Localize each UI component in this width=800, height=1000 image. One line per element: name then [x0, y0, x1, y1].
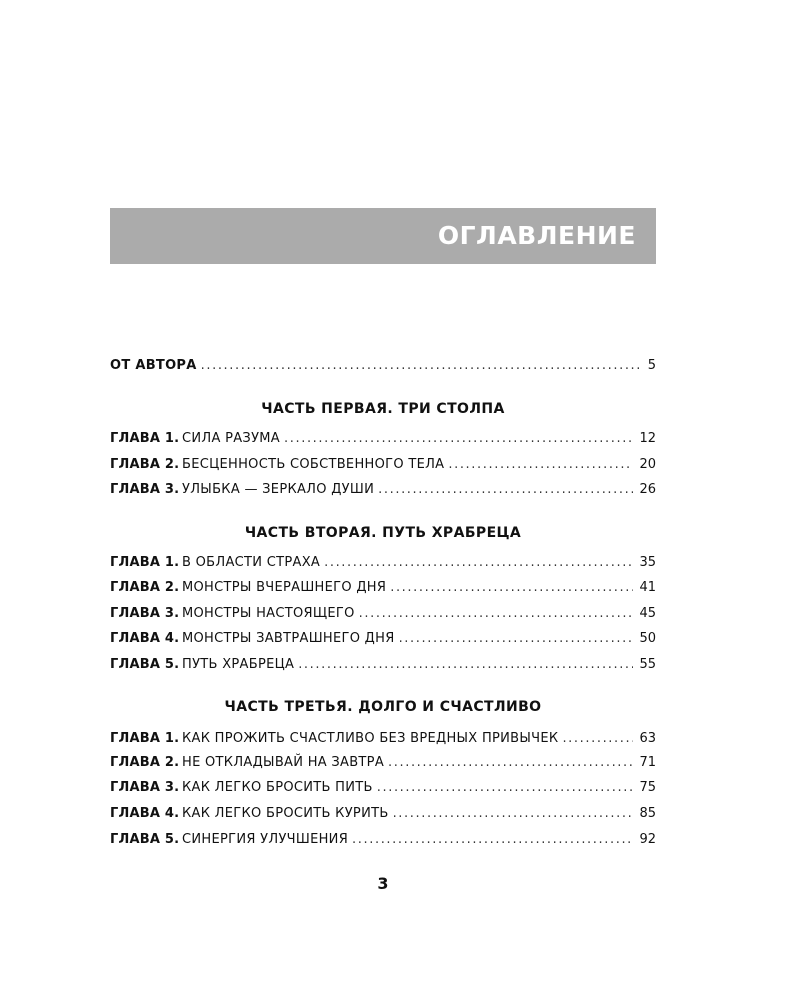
chapter-title: МОНСТРЫ ЗАВТРАШНЕГО ДНЯ [182, 631, 395, 646]
toc-entry-page: 5 [647, 358, 656, 373]
chapter-label: ГЛАВА 2. [110, 580, 180, 595]
chapter-label: ГЛАВА 3. [110, 780, 180, 795]
chapter-page: 45 [639, 606, 656, 621]
chapter-page: 55 [639, 657, 656, 672]
dot-leader [393, 803, 634, 825]
toc-entry[interactable] [110, 829, 656, 851]
chapter-label: ГЛАВА 5. [110, 832, 180, 847]
chapter-title: БЕСЦЕННОСТЬ СОБСТВЕННОГО ТЕЛА [182, 457, 445, 472]
dot-leader [377, 777, 634, 799]
dot-leader [378, 479, 633, 501]
chapter-label: ГЛАВА 1. [110, 731, 180, 746]
toc-entry[interactable] [110, 728, 656, 750]
toc-entry[interactable] [110, 628, 656, 650]
chapter-page: 26 [639, 482, 656, 497]
chapter-title: МОНСТРЫ ВЧЕРАШНЕГО ДНЯ [182, 580, 387, 595]
chapter-page: 35 [639, 555, 656, 570]
chapter-title: НЕ ОТКЛАДЫВАЙ НА ЗАВТРА [182, 755, 385, 770]
page-title: ОГЛАВЛЕНИЕ [437, 221, 636, 250]
toc-entry[interactable] [110, 777, 656, 799]
chapter-title: СИНЕРГИЯ УЛУЧШЕНИЯ [182, 832, 349, 847]
toc-entry[interactable] [110, 577, 656, 599]
toc-entry[interactable] [110, 603, 656, 625]
chapter-page: 92 [639, 832, 656, 847]
toc-entry[interactable] [110, 803, 656, 825]
chapter-label: ГЛАВА 1. [110, 431, 180, 446]
chapter-title: УЛЫБКА — ЗЕРКАЛО ДУШИ [182, 482, 375, 497]
chapter-title: МОНСТРЫ НАСТОЯЩЕГО [182, 606, 355, 621]
chapter-label: ГЛАВА 3. [110, 482, 180, 497]
chapter-page: 41 [639, 580, 656, 595]
chapter-page: 50 [639, 631, 656, 646]
toc-entry[interactable] [110, 752, 656, 774]
chapter-label: ГЛАВА 2. [110, 755, 180, 770]
dot-leader [352, 829, 633, 851]
dot-leader [284, 428, 633, 450]
toc-entry-intro[interactable] [110, 355, 656, 377]
dot-leader [399, 628, 634, 650]
toc-entry[interactable] [110, 454, 656, 476]
chapter-label: ГЛАВА 3. [110, 606, 180, 621]
toc-entry[interactable] [110, 479, 656, 501]
toc-entry[interactable] [110, 428, 656, 450]
part-title: ЧАСТЬ ПЕРВАЯ. ТРИ СТОЛПА [261, 401, 505, 417]
dot-leader [390, 577, 633, 599]
dot-leader [359, 603, 634, 625]
chapter-title: КАК ПРОЖИТЬ СЧАСТЛИВО БЕЗ ВРЕДНЫХ ПРИВЫЧЕК [182, 731, 559, 746]
part-title: ЧАСТЬ ТРЕТЬЯ. ДОЛГО И СЧАСТЛИВО [224, 699, 542, 715]
chapter-label: ГЛАВА 2. [110, 457, 180, 472]
dot-leader [324, 552, 633, 574]
chapter-label: ГЛАВА 1. [110, 555, 180, 570]
chapter-page: 71 [639, 755, 656, 770]
page-number: 3 [377, 874, 389, 893]
chapter-label: ГЛАВА 5. [110, 657, 180, 672]
dot-leader [201, 355, 642, 377]
chapter-title: ПУТЬ ХРАБРЕЦА [182, 657, 295, 672]
dot-leader [388, 752, 633, 774]
chapter-page: 85 [639, 806, 656, 821]
toc-entry[interactable] [110, 654, 656, 676]
chapter-page: 20 [639, 457, 656, 472]
chapter-title: СИЛА РАЗУМА [182, 431, 281, 446]
chapter-title: КАК ЛЕГКО БРОСИТЬ КУРИТЬ [182, 806, 389, 821]
toc-entry-title: ОТ АВТОРА [110, 358, 197, 373]
chapter-title: КАК ЛЕГКО БРОСИТЬ ПИТЬ [182, 780, 373, 795]
toc-entry[interactable] [110, 552, 656, 574]
toc-header-banner [110, 208, 656, 264]
chapter-title: В ОБЛАСТИ СТРАХА [182, 555, 321, 570]
chapter-label: ГЛАВА 4. [110, 631, 180, 646]
chapter-label: ГЛАВА 4. [110, 806, 180, 821]
dot-leader [298, 654, 633, 676]
chapter-page: 12 [639, 431, 656, 446]
chapter-page: 75 [639, 780, 656, 795]
dot-leader [562, 728, 633, 750]
dot-leader [448, 454, 633, 476]
part-title: ЧАСТЬ ВТОРАЯ. ПУТЬ ХРАБРЕЦА [244, 525, 522, 541]
chapter-page: 63 [639, 731, 656, 746]
